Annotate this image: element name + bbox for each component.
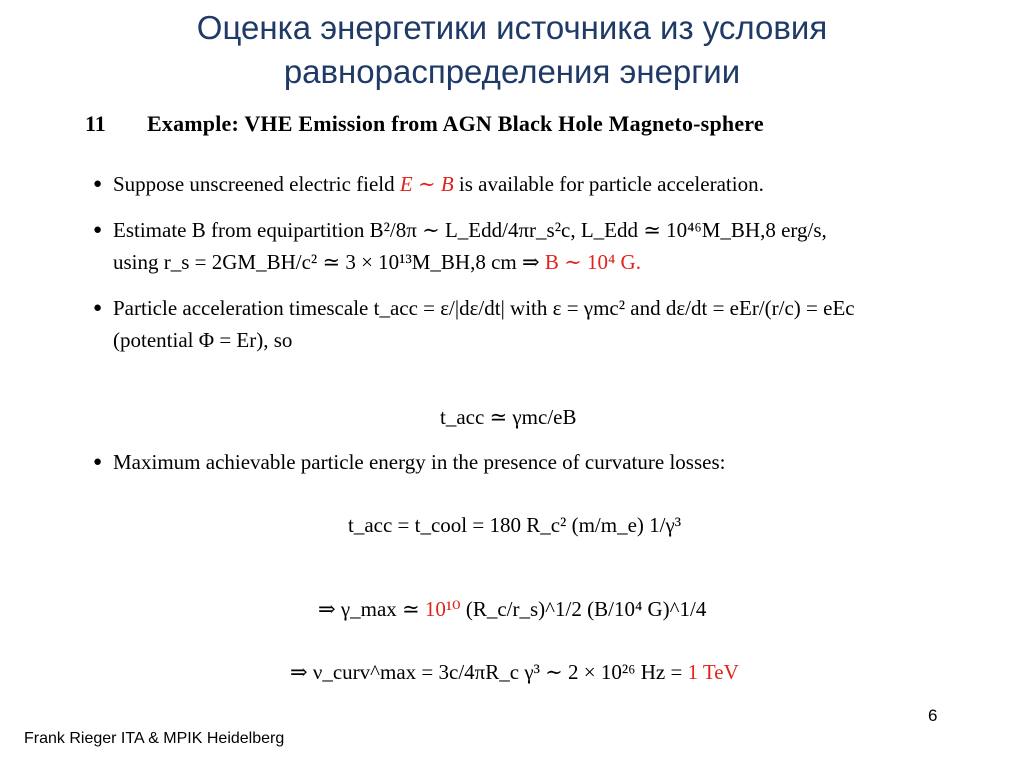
bullet-dot-icon: ● <box>93 222 103 238</box>
bullet-dot-icon: ● <box>93 176 103 192</box>
section-heading <box>85 110 875 138</box>
bullet-text: Maximum achievable particle energy in the presence of curvature losses: <box>113 450 726 474</box>
bullet-item <box>93 214 875 278</box>
bullet-text: Estimate B from equipartition B²/8π ∼ L_Edd/4πr_s²c, L_Edd ≃ 10⁴⁶M_BH,8 erg/s, using r_s = 2GM_BH/c² ≃ 3 × 10¹³M_BH,8 cm ⇒ <box>113 218 827 274</box>
footer-credit: Frank Rieger ITA & MPIK Heidelberg <box>24 730 285 747</box>
section-number: 11 <box>85 111 106 136</box>
bullet-item <box>93 446 875 478</box>
bullet-dot-icon: ● <box>93 300 103 316</box>
equation-4-red: 1 TeV <box>687 660 739 684</box>
bullet-dot-icon: ● <box>93 454 103 470</box>
document-body <box>85 110 875 492</box>
highlight-text: 10¹⁰ <box>424 597 461 621</box>
highlight-text: B ∼ 10⁴ G. <box>544 250 641 274</box>
equation-4-text: ⇒ ν_curv^max = 3c/4πR_c γ³ ∼ 2 × 10²⁶ Hz = <box>290 660 683 684</box>
bullet-text: Particle acceleration timescale t_acc = ε/|dε/dt| with ε = γmc² and dε/dt = eEr/(r/c) = eEc (potential Φ = Er), so <box>113 296 855 352</box>
bullet-text: is available for particle acceleration. <box>453 172 764 196</box>
section-title: Example: VHE Emission from AGN Black Hole Magneto-sphere <box>147 111 764 136</box>
bullet-item <box>93 292 875 356</box>
page-number: 6 <box>928 706 938 725</box>
equation-3 <box>318 597 706 622</box>
slide-title <box>0 6 1024 94</box>
bullet-item <box>93 168 875 200</box>
equation-2: t_acc = t_cool = 180 R_c² (m/m_e) 1/γ³ <box>348 513 682 537</box>
equation-4 <box>290 660 739 685</box>
highlight-text: E ∼ B <box>399 172 454 196</box>
bullet-list <box>85 168 875 478</box>
slide-title-line1: Оценка энергетики источника из условия <box>196 9 828 46</box>
equation-1: t_acc ≃ γmc/eB <box>440 405 577 429</box>
equation-3-text: ⇒ γ_max ≃ 10¹⁰ (R_c/r_s)^1/2 (B/10⁴ G)^1/4 <box>318 597 707 621</box>
bullet-text: Suppose unscreened electric field <box>113 172 400 196</box>
slide-title-line2: равнораспределения энергии <box>283 53 741 90</box>
